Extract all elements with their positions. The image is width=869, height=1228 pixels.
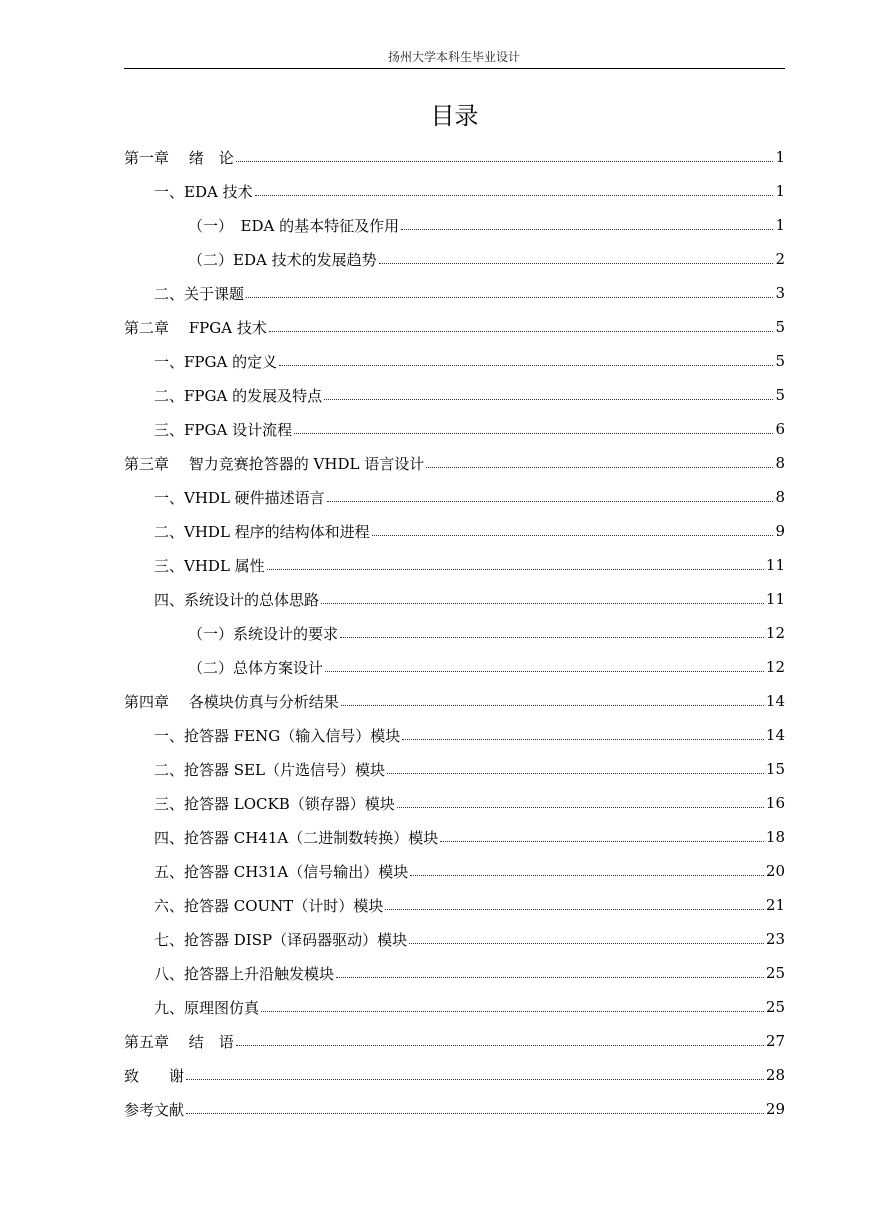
toc-entry[interactable] <box>124 990 785 1024</box>
toc-entry-label: 致 谢 <box>124 1066 185 1085</box>
toc-entry-page: 2 <box>775 250 785 268</box>
toc-entry[interactable] <box>124 446 785 480</box>
toc-entry[interactable] <box>124 650 785 684</box>
toc-leader-dots <box>372 534 774 536</box>
toc-entry[interactable] <box>124 718 785 752</box>
toc-entry-page: 1 <box>775 216 785 234</box>
toc-entry-label: （二）EDA 技术的发展趋势 <box>188 250 377 269</box>
toc-entry-page: 9 <box>775 522 785 540</box>
toc-entry-label: 一、抢答器 FENG（输入信号）模块 <box>154 726 401 745</box>
toc-entry[interactable] <box>124 242 785 276</box>
table-of-contents <box>124 140 785 1126</box>
toc-leader-dots <box>279 364 773 366</box>
toc-entry-page: 25 <box>765 998 785 1016</box>
toc-leader-dots <box>426 466 773 468</box>
toc-entry-page: 27 <box>765 1032 785 1050</box>
toc-entry-page: 16 <box>765 794 785 812</box>
toc-leader-dots <box>246 296 773 298</box>
toc-leader-dots <box>236 160 774 162</box>
toc-entry-page: 20 <box>765 862 785 880</box>
toc-entry-label: 二、FPGA 的发展及特点 <box>154 386 323 405</box>
toc-leader-dots <box>324 398 773 400</box>
toc-entry-label: 八、抢答器上升沿触发模块 <box>154 964 335 983</box>
toc-entry-page: 5 <box>775 386 785 404</box>
toc-entry-page: 14 <box>765 726 785 744</box>
toc-entry-page: 21 <box>765 896 785 914</box>
toc-entry-label: 九、原理图仿真 <box>154 998 260 1017</box>
toc-entry-page: 18 <box>765 828 785 846</box>
toc-leader-dots <box>336 976 764 978</box>
toc-entry[interactable] <box>124 922 785 956</box>
toc-entry-page: 15 <box>765 760 785 778</box>
toc-entry[interactable] <box>124 684 785 718</box>
toc-leader-dots <box>340 636 764 638</box>
toc-entry-page: 3 <box>775 284 785 302</box>
toc-leader-dots <box>410 874 764 876</box>
toc-leader-dots <box>294 432 773 434</box>
toc-entry-page: 6 <box>775 420 785 438</box>
toc-entry[interactable] <box>124 786 785 820</box>
toc-entry-page: 25 <box>765 964 785 982</box>
toc-entry-label: 一、VHDL 硬件描述语言 <box>154 488 325 507</box>
toc-leader-dots <box>341 704 764 706</box>
toc-entry-label: 二、VHDL 程序的结构体和进程 <box>154 522 370 541</box>
toc-leader-dots <box>409 942 764 944</box>
toc-leader-dots <box>402 738 764 740</box>
toc-entry[interactable] <box>124 276 785 310</box>
toc-leader-dots <box>440 840 764 842</box>
toc-leader-dots <box>387 772 764 774</box>
toc-entry-label: 四、抢答器 CH41A（二进制数转换）模块 <box>154 828 439 847</box>
header-rule <box>124 68 785 69</box>
toc-leader-dots <box>236 1044 764 1046</box>
toc-entry-page: 23 <box>765 930 785 948</box>
toc-entry-page: 12 <box>765 658 785 676</box>
toc-leader-dots <box>325 670 764 672</box>
toc-entry[interactable] <box>124 582 785 616</box>
toc-title: 目录 <box>430 102 479 130</box>
toc-entry[interactable] <box>124 548 785 582</box>
toc-entry-label: （一） EDA 的基本特征及作用 <box>188 216 400 235</box>
toc-entry[interactable] <box>124 310 785 344</box>
toc-entry-page: 14 <box>765 692 785 710</box>
toc-entry[interactable] <box>124 514 785 548</box>
toc-entry-label: 二、抢答器 SEL（片选信号）模块 <box>154 760 385 779</box>
toc-entry-page: 8 <box>775 454 785 472</box>
toc-entry-label: 第二章 FPGA 技术 <box>124 318 267 337</box>
toc-entry[interactable] <box>124 480 785 514</box>
toc-entry[interactable] <box>124 820 785 854</box>
toc-entry[interactable] <box>124 378 785 412</box>
toc-entry-label: 五、抢答器 CH31A（信号输出）模块 <box>154 862 409 881</box>
toc-entry-label: 第三章 智力竞赛抢答器的 VHDL 语言设计 <box>124 454 425 473</box>
toc-leader-dots <box>186 1112 764 1114</box>
toc-entry[interactable] <box>124 1092 785 1126</box>
toc-entry-label: 第四章 各模块仿真与分析结果 <box>124 692 339 711</box>
toc-entry[interactable] <box>124 854 785 888</box>
toc-entry-page: 1 <box>775 148 785 166</box>
running-header: 扬州大学本科生毕业设计 <box>387 50 520 64</box>
toc-entry[interactable] <box>124 208 785 242</box>
toc-entry-label: 一、EDA 技术 <box>154 182 253 201</box>
toc-leader-dots <box>261 1010 764 1012</box>
toc-entry-page: 8 <box>775 488 785 506</box>
toc-leader-dots <box>397 806 764 808</box>
toc-leader-dots <box>321 602 764 604</box>
toc-entry-label: 二、关于课题 <box>154 284 245 303</box>
toc-entry-page: 12 <box>765 624 785 642</box>
toc-entry-page: 29 <box>765 1100 785 1118</box>
toc-entry-label: 三、VHDL 属性 <box>154 556 265 575</box>
toc-leader-dots <box>379 262 774 264</box>
toc-entry-label: 四、系统设计的总体思路 <box>154 590 320 609</box>
toc-leader-dots <box>385 908 764 910</box>
toc-entry[interactable] <box>124 1058 785 1092</box>
toc-entry-label: 三、抢答器 LOCKB（锁存器）模块 <box>154 794 395 813</box>
toc-entry[interactable] <box>124 1024 785 1058</box>
toc-entry-label: 第一章 绪 论 <box>124 148 234 167</box>
toc-entry-page: 11 <box>765 590 785 608</box>
toc-entry-label: （二）总体方案设计 <box>188 658 324 677</box>
toc-entry-label: 第五章 结 语 <box>124 1032 234 1051</box>
toc-entry-label: （一）系统设计的要求 <box>188 624 339 643</box>
toc-leader-dots <box>269 330 774 332</box>
toc-leader-dots <box>186 1078 764 1080</box>
toc-entry[interactable] <box>124 888 785 922</box>
toc-leader-dots <box>255 194 774 196</box>
toc-entry[interactable] <box>124 752 785 786</box>
toc-entry-label: 参考文献 <box>124 1100 185 1119</box>
toc-entry-label: 一、FPGA 的定义 <box>154 352 278 371</box>
toc-entry[interactable] <box>124 616 785 650</box>
toc-entry-page: 5 <box>775 318 785 336</box>
toc-entry-page: 1 <box>775 182 785 200</box>
toc-entry[interactable] <box>124 344 785 378</box>
toc-entry[interactable] <box>124 412 785 446</box>
toc-entry-page: 28 <box>765 1066 785 1084</box>
toc-entry[interactable] <box>124 956 785 990</box>
toc-leader-dots <box>401 228 773 230</box>
toc-entry-label: 七、抢答器 DISP（译码器驱动）模块 <box>154 930 408 949</box>
toc-entry-page: 11 <box>765 556 785 574</box>
toc-entry-label: 三、FPGA 设计流程 <box>154 420 293 439</box>
toc-leader-dots <box>267 568 764 570</box>
toc-entry-page: 5 <box>775 352 785 370</box>
toc-entry-label: 六、抢答器 COUNT（计时）模块 <box>154 896 384 915</box>
toc-leader-dots <box>327 500 774 502</box>
toc-entry[interactable] <box>124 174 785 208</box>
toc-entry[interactable] <box>124 140 785 174</box>
